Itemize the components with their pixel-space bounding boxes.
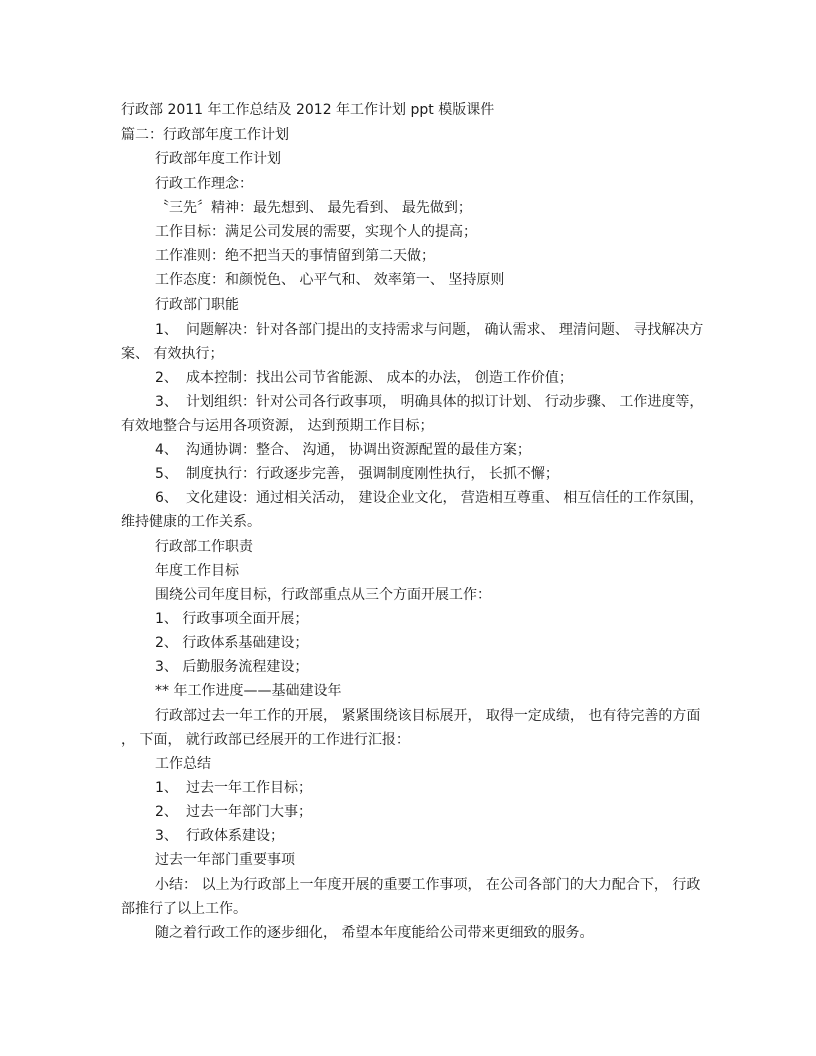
work-attitude: 工作态度：和颜悦色、 心平气和、 效率第一、 坚持原则 — [155, 272, 505, 288]
section-heading: 篇二：行政部年度工作计划 — [121, 127, 289, 143]
annual-goal-intro: 围绕公司年度目标，行政部重点从三个方面开展工作： — [155, 587, 491, 603]
conclusion-line-1: 小结： 以上为行政部上一年度开展的重要工作事项， 在公司各部门的大力配合下， 行政 — [155, 877, 701, 893]
conclusion-line-2: 部推行了以上工作。 — [121, 901, 247, 917]
summary-item-1-number: 1、 — [155, 780, 178, 796]
function-6-number: 6、 — [155, 490, 178, 506]
function-3-continued: 有效地整合与运用各项资源， 达到预期工作目标； — [121, 418, 434, 434]
summary-item-3-text: 行政体系建设； — [186, 828, 284, 844]
function-2-number: 2、 — [155, 370, 178, 386]
annual-goal-item-2: 2、 行政体系基础建设； — [155, 635, 309, 651]
summary-item-2-text: 过去一年部门大事； — [186, 804, 312, 820]
progress-heading: ** 年工作进度——基础建设年 — [155, 683, 342, 699]
philosophy-heading: 行政工作理念： — [155, 176, 253, 192]
duties-heading: 行政部工作职责 — [155, 539, 253, 555]
function-3-number: 3、 — [155, 394, 178, 410]
summary-heading: 工作总结 — [155, 756, 211, 772]
function-6-text: 文化建设：通过相关活动， 建设企业文化， 营造相互尊重、 相互信任的工作氛围， — [186, 490, 704, 506]
annual-goal-item-1: 1、 行政事项全面开展； — [155, 611, 309, 627]
summary-item-1-text: 过去一年工作目标； — [186, 780, 312, 796]
philosophy-spirit: 〝三先〞精神：最先想到、 最先看到、 最先做到； — [155, 200, 472, 216]
function-1-text: 问题解决：针对各部门提出的支持需求与问题， 确认需求、 理清问题、 寻找解决方 — [186, 322, 704, 338]
function-5-number: 5、 — [155, 466, 178, 482]
function-1-continued: 案、 有效执行； — [121, 346, 224, 362]
annual-goal-item-3: 3、 后勤服务流程建设； — [155, 659, 309, 675]
progress-paragraph-line-1: 行政部过去一年工作的开展， 紧紧围绕该目标展开， 取得一定成绩， 也有待完善的方面 — [155, 708, 701, 724]
functions-heading: 行政部门职能 — [155, 297, 239, 313]
progress-paragraph-line-2: ， 下面， 就行政部已经展开的工作进行汇报： — [121, 732, 410, 748]
function-4-number: 4、 — [155, 442, 178, 458]
important-items-heading: 过去一年部门重要事项 — [155, 852, 295, 868]
work-principle: 工作准则：绝不把当天的事情留到第二天做； — [155, 248, 435, 264]
annual-goal-heading: 年度工作目标 — [155, 563, 239, 579]
work-goal: 工作目标：满足公司发展的需要，实现个人的提高； — [155, 224, 477, 240]
plan-title: 行政部年度工作计划 — [155, 151, 281, 167]
closing-line: 随之着行政工作的逐步细化， 希望本年度能给公司带来更细致的服务。 — [155, 925, 594, 941]
function-1-number: 1、 — [155, 322, 178, 338]
function-5-text: 制度执行：行政逐步完善， 强调制度刚性执行， 长抓不懈； — [186, 466, 559, 482]
summary-item-2-number: 2、 — [155, 804, 178, 820]
summary-item-3-number: 3、 — [155, 828, 178, 844]
function-6-continued: 维持健康的工作关系。 — [121, 514, 261, 530]
function-3-text: 计划组织：针对公司各行政事项， 明确具体的拟订计划、 行动步骤、 工作进度等， — [186, 394, 704, 410]
function-4-text: 沟通协调：整合、 沟通， 协调出资源配置的最佳方案； — [186, 442, 531, 458]
document-title: 行政部 2011 年工作总结及 2012 年工作计划 ppt 模版课件 — [121, 102, 495, 118]
function-2-text: 成本控制：找出公司节省能源、 成本的办法， 创造工作价值； — [186, 370, 573, 386]
